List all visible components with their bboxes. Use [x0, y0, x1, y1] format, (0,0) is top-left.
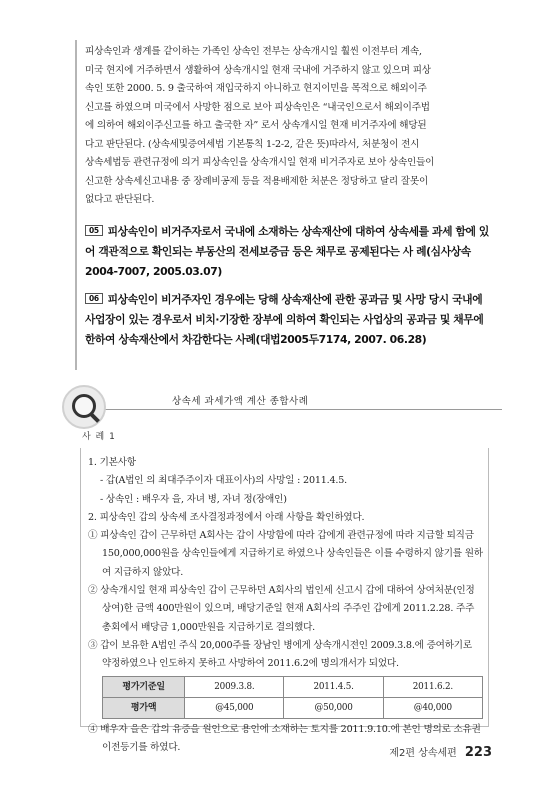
example-item: ① 피상속인 갑이 근무하던 A회사는 갑이 사망함에 따라 갑에게 관련규정에 따라 지급할 퇴직금 150,000,000원을 상속인들에게 지급하기로 하였으나 상속인들은 이를 수령하지 않기를 원하여 지급하지 않았다. — [88, 530, 483, 578]
page-number: 223 — [464, 745, 492, 760]
table-row — [103, 697, 483, 718]
example-title: 상속세 과세가액 계산 종합사례 — [172, 396, 309, 407]
table-cell: 2011.6.2. — [383, 676, 482, 697]
table-cell: 2011.4.5. — [284, 676, 383, 697]
body-line: 다고 판단된다. (상속세및증여세법 기본통칙 1-2-2, 같은 뜻)따라서, 처분청이 전시 — [85, 138, 420, 150]
example-item: ③ 갑이 보유한 A법인 주식 20,000주를 장남인 병에게 상속개시전인 2009.3.8.에 증여하기로 약정하였으나 인도하지 못하고 사망하여 2011.6.2에 명의개서가 되었다. — [88, 639, 472, 670]
section-title: 제2편 상속세편 — [389, 748, 457, 759]
body-line: 신고를 하였으며 미국에서 사망한 점으로 보아 피상속인은 “내국인으로서 해외이주법 — [85, 101, 430, 113]
table-cell: 2009.3.8. — [185, 676, 284, 697]
body-line: 없다고 판단된다. — [85, 194, 155, 205]
example-line: 2. 피상속인 갑의 상속세 조사결정과정에서 아래 사항을 확인하였다. — [88, 511, 365, 523]
example-line: - 상속인 : 배우자 을, 자녀 병, 자녀 정(장애인) — [100, 493, 287, 505]
body-line: 속인 또한 2000. 5. 9 출국하여 재입국하지 아니하고 현지이민을 목적으로 해외이주 — [85, 83, 427, 94]
magnifier-handle-icon — [89, 412, 100, 423]
table-header: 평가액 — [103, 697, 185, 718]
example-header — [62, 385, 482, 441]
body-paragraph — [85, 43, 488, 210]
example-item: ④ 배우자 을은 갑의 유증을 원인으로 용인에 소재하는 토지를 2011.9.10.에 본인 명의로 소유권이전등기를 하였다. — [88, 724, 481, 754]
table-cell: @40,000 — [383, 697, 482, 718]
case-number-badge: 05 — [85, 225, 103, 236]
example-content — [88, 454, 483, 758]
example-item: ② 상속개시일 현재 피상속인 갑이 근무하던 A회사의 법인세 신고시 갑에 대하여 상여처분(인정상여)한 금액 400만원이 있으며, 배당기준일 현재 A회사의 주주인 갑에게 2011.2.28. 주주총회에서 배당금 1,000만원을 지급하기로 결의했다. — [88, 585, 475, 633]
body-line: 에 의하여 해외이주신고를 하고 출국한 자” 로서 상속개시일 현재 비거주자에 해당된 — [85, 120, 427, 131]
example-line: 1. 기본사항 — [88, 457, 136, 468]
page-footer — [389, 744, 492, 760]
body-line: 상속세법등 관련규정에 의거 피상속인을 상속개시일 현재 비거주자로 보아 상속인들이 — [85, 157, 435, 168]
table-cell: @50,000 — [284, 697, 383, 718]
body-line: 미국 현지에 거주하면서 생활하여 상속개시일 현재 국내에 거주하지 않고 있으며 피상 — [85, 64, 431, 76]
case-text: 피상속인이 비거주자인 경우에는 당해 상속재산에 관한 공과금 및 사망 당시 국내에 사업장이 있는 경우로서 비치·기장한 장부에 의하여 확인되는 사업상의 공과금 및 채무에 한하여 상속재산에서 차감한다는 사례(대법2005두7174, 2007. 06.28) — [85, 293, 484, 346]
table-header: 평가기준일 — [103, 676, 185, 697]
case-heading-06 — [85, 290, 490, 350]
case-number-badge: 06 — [85, 293, 103, 304]
header-rule — [102, 409, 502, 410]
case-heading-05 — [85, 222, 490, 282]
example-line: - 갑(A법인 의 최대주주이자 대표이사)의 사망일 : 2011.4.5. — [100, 475, 348, 487]
body-line: 신고한 상속세신고내용 중 장례비공제 등을 적용배제한 처분은 정당하고 달리 잘못이 — [85, 175, 429, 187]
table-row — [103, 676, 483, 697]
valuation-table — [102, 676, 483, 720]
case-text: 피상속인이 비거주자로서 국내에 소재하는 상속재산에 대하여 상속세를 과세 함에 있어 객관적으로 확인되는 부동산의 전세보증금 등은 채무로 공제된다는 사 례(심사상속2004-7007, 2005.03.07) — [85, 225, 489, 278]
table-cell: @45,000 — [185, 697, 284, 718]
margin-bar — [75, 40, 77, 370]
body-line: 피상속인과 생계를 같이하는 가족인 상속인 전부는 상속개시일 훨씬 이전부터 계속, — [85, 46, 422, 57]
magnifier-badge — [62, 385, 106, 429]
example-label: 사 례 1 — [82, 432, 116, 442]
